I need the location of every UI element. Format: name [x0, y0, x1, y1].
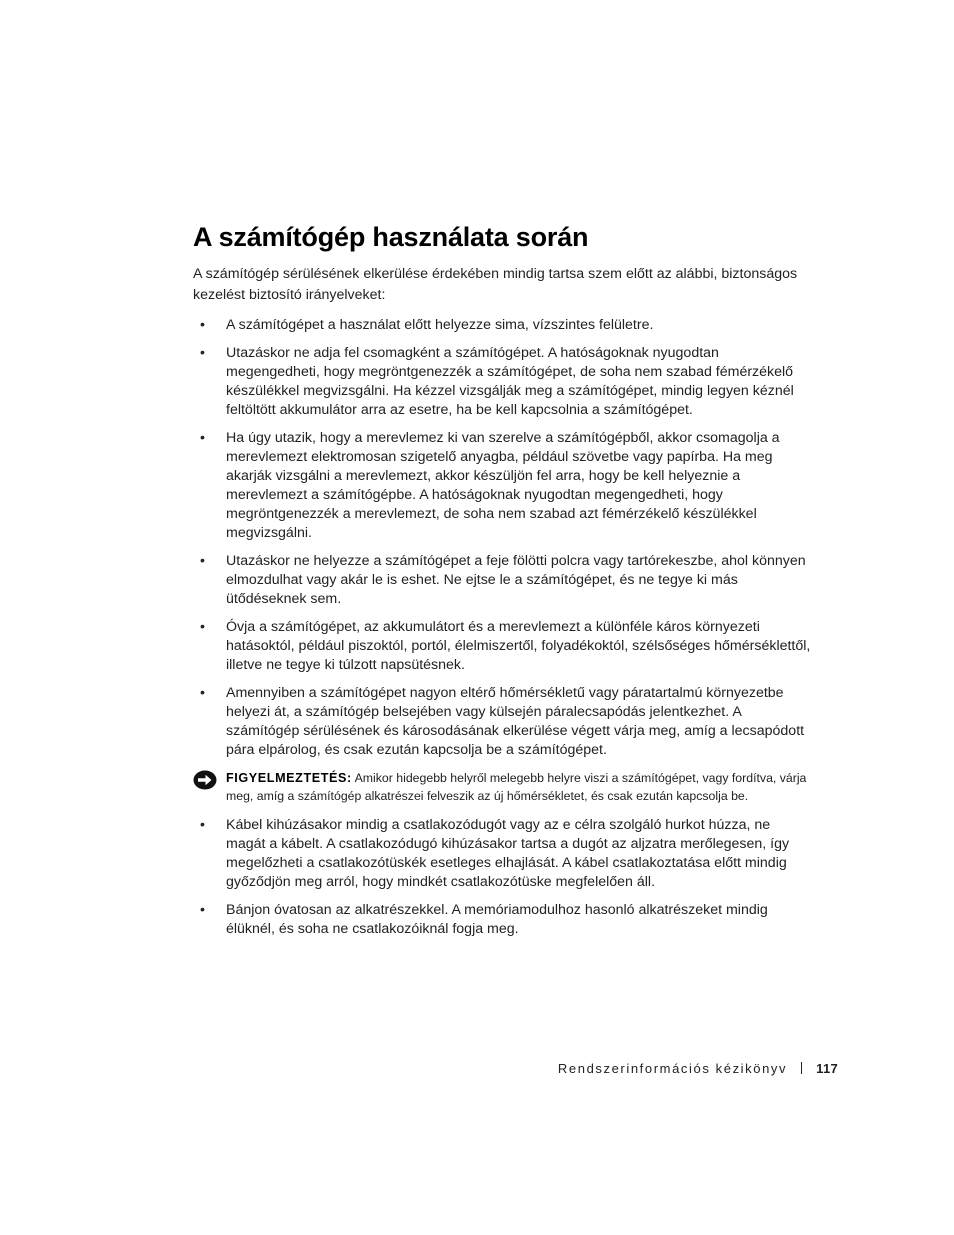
list-item [193, 552, 813, 609]
guidelines-list [193, 316, 813, 948]
footer-divider [801, 1062, 802, 1074]
intro-paragraph: A számítógép sérülésének elkerülése érdekében mindig tartsa szem előtt az alábbi, biztonságos kezelést biztosító irányelveket: [193, 266, 798, 303]
page-title: A számítógép használata során [193, 222, 589, 252]
list-item [193, 684, 813, 760]
bullet-icon: • [200, 902, 205, 918]
list-item-text: Bánjon óvatosan az alkatrészekkel. A memóriamodulhoz hasonló alkatrészeket mindig élüknél, és soha ne csatlakozóiknál fogja meg. [226, 902, 768, 937]
list-item-text: Utazáskor ne helyezze a számítógépet a feje fölötti polcra vagy tartórekeszbe, ahol könnyen elmozdulhat vagy akár le is eshet. Ne ejtse le a számítógépet, és ne tegye ki más ütődéseknek sem. [226, 553, 806, 607]
list-item [193, 429, 813, 543]
list-item [193, 816, 813, 892]
bullet-icon: • [200, 685, 205, 701]
notice-box [193, 769, 813, 805]
bullet-icon: • [200, 817, 205, 833]
list-item [193, 316, 813, 335]
bullet-icon: • [200, 317, 205, 333]
list-item-text: Óvja a számítógépet, az akkumulátort és a merevlemezt a különféle káros környezeti hatásoktól, például piszoktól, portól, élelmiszertől, folyadékoktól, szélsőséges hőmérséklettől, illetve ne tegye ki túlzott napsütésnek. [226, 619, 811, 673]
page-footer [500, 1061, 838, 1076]
notice-arrow-icon [193, 770, 217, 790]
notice-text: Amikor hidegebb helyről melegebb helyre viszi a számítógépet, vagy fordítva, várja meg, amíg a számítógép alkatrészei felveszik az új hőmérsékletet, és csak ezután kapcsolja be. [226, 771, 807, 803]
list-item-text: A számítógépet a használat előtt helyezze sima, vízszintes felületre. [226, 317, 654, 333]
list-item-text: Amennyiben a számítógépet nagyon eltérő hőmérsékletű vagy páratartalmú környezetbe helyezi át, a számítógép belsejében vagy külsején páralecsapódás jelentkezhet. A számítógép sérülésének és károsodásának elkerülése végett várja meg, amíg a lecsapódott pára elpárolog, és csak ezután kapcsolja be a számítógépet. [226, 685, 805, 758]
bullet-icon: • [200, 430, 205, 446]
bullet-icon: • [200, 619, 205, 635]
bullet-icon: • [200, 553, 205, 569]
list-item-text: Utazáskor ne adja fel csomagként a számítógépet. A hatóságoknak nyugodtan megengedheti, hogy megröntgenezzék a számítógépet, de soha nem szabad fémérzékelő készülékkel megvizsgálni. Ha kézzel vizsgálják meg a számítógépet, mindig legyen kéznél feltöltött akkumulátor arra az esetre, ha be kell kapcsolnia a számítógépet. [226, 345, 794, 418]
bullet-icon: • [200, 345, 205, 361]
list-item [193, 901, 813, 939]
list-item [193, 618, 813, 675]
list-item-text: Ha úgy utazik, hogy a merevlemez ki van szerelve a számítógépből, akkor csomagolja a merevlemezt elektromosan szigetelő anyagba, például szövetbe vagy papírba. Ha meg akarják vizsgálni a merevlemezt, akkor készüljön fel arra, hogy be kell helyeznie a merevlemezt a számítógépbe. A hatóságoknak nyugodtan megengedheti, hogy megröntgenezzék a merevlemezt, de soha nem szabad azt fémérzékelő készülékkel megvizsgálni. [226, 430, 780, 541]
list-item-text: Kábel kihúzásakor mindig a csatlakozódugót vagy az e célra szolgáló hurkot húzza, ne magát a kábelt. A csatlakozódugó kihúzásakor tartsa a dugót az aljzatra merőlegesen, így megelőzheti a csatlakozótüskék esetleges elhajlását. A kábel csatlakoztatása előtt mindig győződjön meg arról, hogy mindkét csatlakozótüske megfelelően áll. [226, 817, 790, 890]
list-item [193, 344, 813, 420]
page-number: 117 [816, 1061, 838, 1076]
notice-label: FIGYELMEZTETÉS: [226, 771, 352, 785]
footer-book-title: Rendszerinformációs kézikönyv [557, 1061, 788, 1076]
